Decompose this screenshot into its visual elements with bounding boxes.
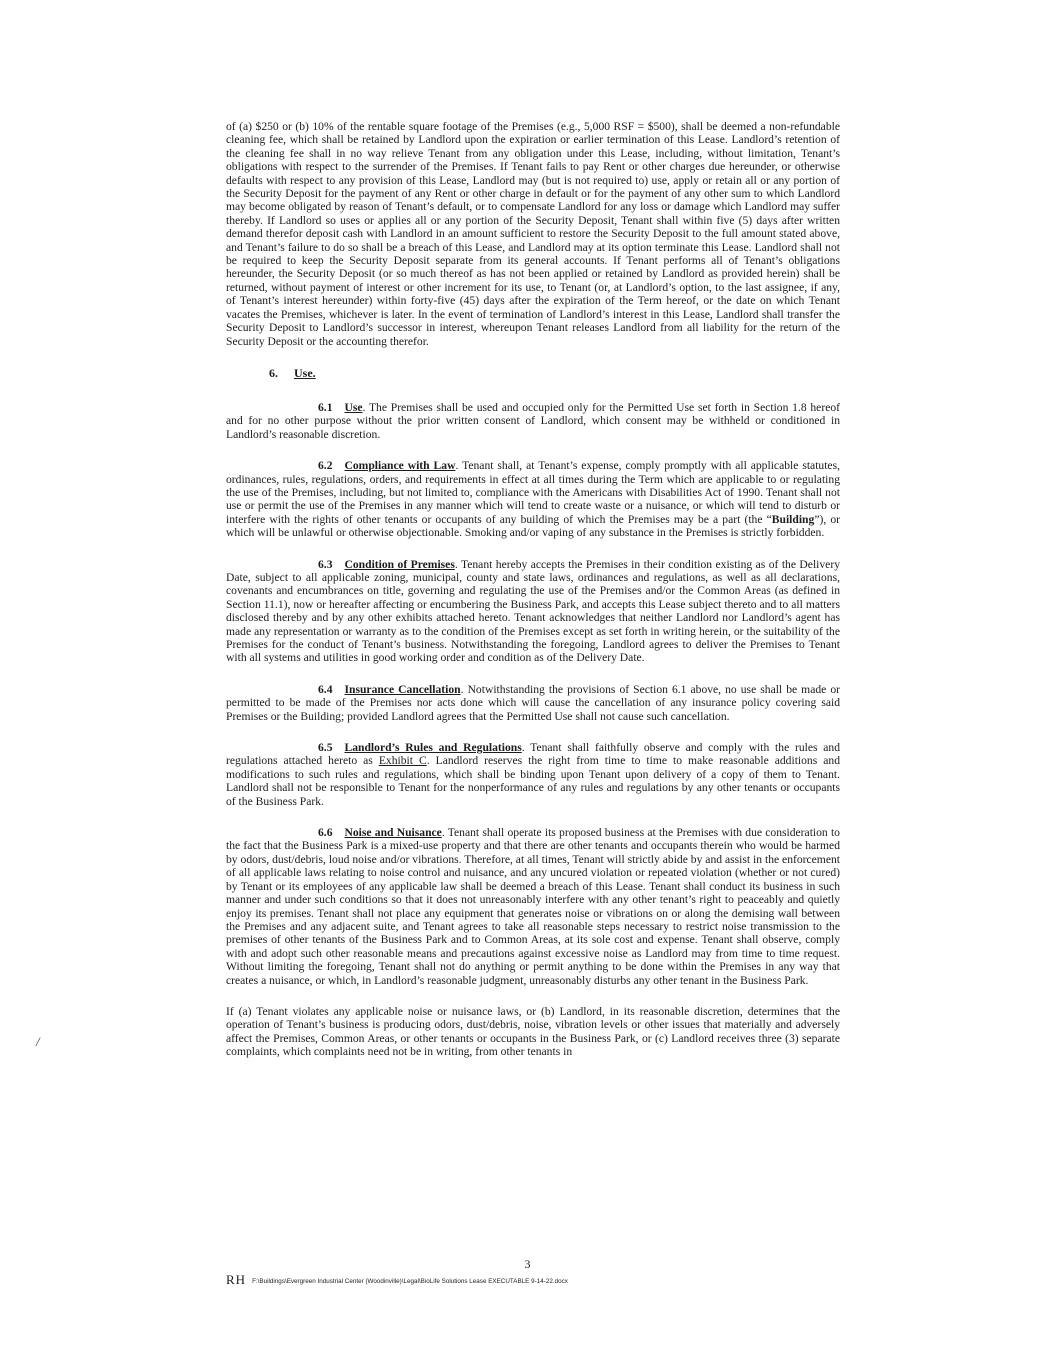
subsection-heading: Use bbox=[344, 400, 363, 414]
subsection-text: . Tenant shall operate its proposed business at the Premises with due consideration to the fact that the Business Park is a mixed-use property and that there are other tenants and occupants therein who would be harmed by odors, dust/debris, loud noise and/or vibrations. Therefore, at all times, Tenant will strictly abide by and assist in the enforcement of all applicable laws relating to noise control and nuisance, and any uncured violation or repeated violation (whether or not cured) by Tenant or its employees of any applicable law shall be deemed a breach of this Lease. Tenant shall conduct its business in such manner and under such conditions so that it does not unreasonably interfere with any other tenant’s right to peaceably and quietly enjoy its premises. Tenant shall not place any equipment that generates noise or vibrations on or along the demising wall between the Premises and any adjacent suite, and Tenant agrees to take all reasonable steps necessary to restrict noise transmission to the premises of other tenants of the Business Park and to Common Areas, at its sole cost and expense. Tenant shall observe, comply with and adopt such other reasonable means and precautions against excessive noise as Landlord may from time to time request. Without limiting the foregoing, Tenant shall not do anything or permit anything to be done within the Premises in any way that creates a nuisance, or which, in Landlord’s reasonable judgment, unreasonably disturbs any other tenant in the Business Park. bbox=[226, 826, 840, 987]
subsection-text-continued: . Landlord reserves the right from time to time to make reasonable additions and modifications to such rules and regulations, which shall be binding upon Tenant upon delivery of a copy of them to Tenant. Landlord shall not be responsible to Tenant for the nonperformance of any rules and regulations by any other tenants or occupants of the Business Park. bbox=[226, 754, 840, 808]
subsection-number: 6.2 bbox=[318, 459, 333, 473]
subsection-6-5 bbox=[226, 741, 840, 808]
subsection-number: 6.3 bbox=[318, 557, 333, 571]
exhibit-reference: Exhibit C bbox=[378, 754, 427, 768]
subsection-text: . The Premises shall be used and occupied only for the Permitted Use set forth in Section 1.8 hereof and for no other purpose without the prior written consent of Landlord, which consent may be withheld or conditioned in Landlord’s reasonable discretion. bbox=[226, 400, 840, 441]
margin-mark: / bbox=[36, 1034, 40, 1049]
subsection-6-3 bbox=[226, 558, 840, 665]
subsection-number: 6.1 bbox=[318, 400, 333, 414]
subsection-6-4 bbox=[226, 683, 840, 723]
subsection-text-continued: ”), or which will be unlawful or otherwise objectionable. Smoking and/or vaping of any substance in the Premises is strictly forbidden. bbox=[226, 512, 841, 540]
final-paragraph: If (a) Tenant violates any applicable noise or nuisance laws, or (b) Landlord, in its reasonable discretion, determines that the operation of Tenant’s business is producing odors, dust/debris, noise, vibration levels or other issues that materially and adversely affect the Premises, Common Areas, or other tenants or occupants in the Business Park, or (c) Landlord receives three (3) separate complaints, which complaints need not be in writing, from other tenants in bbox=[226, 1004, 840, 1059]
subsection-number: 6.5 bbox=[318, 741, 333, 755]
subsection-text: . Notwithstanding the provisions of Section 6.1 above, no use shall be made or permitted to be made of the Premises nor acts done which will cause the cancellation of any insurance policy covering said Premises or the Building; provided Landlord agrees that the Permitted Use shall not cause such cancellation. bbox=[226, 682, 840, 723]
subsection-6-2 bbox=[226, 459, 840, 539]
subsection-6-1 bbox=[226, 401, 840, 441]
subsection-heading: Noise and Nuisance bbox=[344, 826, 442, 840]
footer-file-path: F:\Buildings\Evergreen Industrial Center (Woodinville)\Legal\BioLife Solutions Lease EXECUTABLE 9-14-22.docx bbox=[252, 1278, 568, 1285]
subsection-heading: Compliance with Law bbox=[344, 459, 456, 473]
page-number: 3 bbox=[524, 1257, 531, 1271]
footer-initials: RH bbox=[226, 1272, 247, 1287]
subsection-heading: Landlord’s Rules and Regulations bbox=[344, 741, 522, 755]
subsection-heading: Condition of Premises bbox=[344, 557, 455, 571]
section-number: 6. bbox=[269, 365, 278, 380]
document-body bbox=[226, 120, 840, 1059]
subsection-text: . Tenant hereby accepts the Premises in their condition existing as of the Delivery Date, subject to all applicable zoning, municipal, county and state laws, ordinances and regulations, as well as all declarations, covenants and encumbrances on title, governing and regulating the use of the Premises and/or the Common Areas (as defined in Section 11.1), now or hereafter affecting or encumbering the Business Park, and accepts this Lease subject thereto and to all matters disclosed thereby and by any other exhibits attached hereto. Tenant acknowledges that neither Landlord nor Landlord’s agent has made any representation or warranty as to the condition of the Premises except as set forth in writing herein, or the suitability of the Premises for the conduct of Tenant’s business. Notwithstanding the foregoing, Landlord agrees to deliver the Premises to Tenant with all systems and utilities in good working order and condition as of the Delivery Date. bbox=[226, 557, 840, 665]
subsection-text: . Tenant shall, at Tenant’s expense, comply promptly with all applicable statutes, ordinances, rules, regulations, orders, and requirements in effect at all times during the Term which are applicable to or regulating the use of the Premises, including, but not limited to, compliance with the Americans with Disabilities Act of 1990. Tenant shall not use or permit the use of the Premises in any manner which will tend to create waste or a nuisance, or which will tend to disturb or interfere with the rights of other tenants or occupants of any building of which the Premises may be a part (the “ bbox=[226, 459, 840, 526]
subsection-text: . Tenant shall faithfully observe and comply with the rules and regulations attached hereto as bbox=[226, 741, 840, 768]
subsection-6-6 bbox=[226, 826, 840, 987]
intro-paragraph: of (a) $250 or (b) 10% of the rentable square footage of the Premises (e.g., 5,000 RSF = $500), shall be deemed a non-refundable cleaning fee, which shall be retained by Landlord upon the expiration or earlier termination of this Lease. Landlord’s retention of the cleaning fee shall in no way relieve Tenant from any obligation under this Lease, including, without limitation, Tenant’s obligations with respect to the surrender of the Premises. If Tenant fails to pay Rent or other charges due hereunder, or otherwise defaults with respect to any provision of this Lease, Landlord may (but is not required to) use, apply or retain all or any portion of the Security Deposit for the payment of any Rent or other charge in default or for the payment of any other sum to which Landlord may become obligated by reason of Tenant’s default, or to compensate Landlord for any loss or damage which Landlord may suffer thereby. If Landlord so uses or applies all or any portion of the Security Deposit, Tenant shall within five (5) days after written demand therefor deposit cash with Landlord in an amount sufficient to restore the Security Deposit to the full amount stated above, and Tenant’s failure to do so shall be a breach of this Lease, and Landlord may at its option terminate this Lease. Landlord shall not be required to keep the Security Deposit separate from its general accounts. If Tenant performs all of Tenant’s obligations hereunder, the Security Deposit (or so much thereof as has not been applied or retained by Landlord as provided herein) shall be returned, without payment of interest or other increment for its use, to Tenant (or, at Landlord’s option, to the last assignee, if any, of Tenant’s interest hereunder) within forty-five (45) days after the expiration of the Term hereof, or the date on which Tenant vacates the Premises, whichever is later. In the event of termination of Landlord’s interest in this Lease, Landlord shall transfer the Security Deposit to Landlord’s successor in interest, whereupon Tenant releases Landlord from all liability for the return of the Security Deposit or the accounting therefor. bbox=[226, 120, 840, 348]
footer bbox=[226, 1271, 568, 1289]
defined-term: Building bbox=[771, 512, 815, 526]
section-6-heading bbox=[269, 366, 840, 381]
subsection-heading: Insurance Cancellation bbox=[344, 682, 461, 696]
subsection-number: 6.6 bbox=[318, 826, 333, 840]
subsection-number: 6.4 bbox=[318, 682, 333, 696]
section-title: Use. bbox=[294, 365, 316, 380]
